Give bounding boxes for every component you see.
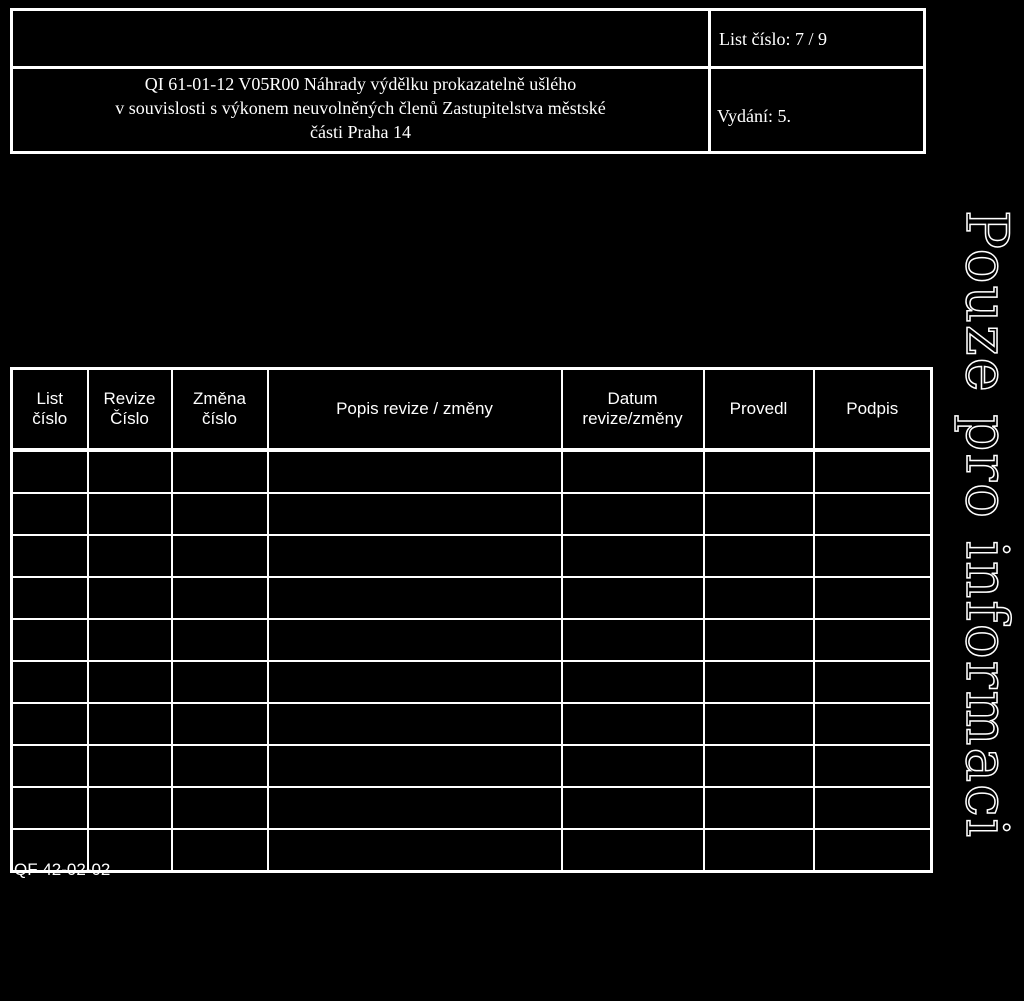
table-cell — [172, 535, 268, 577]
header-text: Popis revize / změny — [336, 399, 493, 418]
revision-table-body — [12, 450, 932, 872]
header-text: List — [36, 389, 63, 408]
table-cell — [814, 619, 932, 661]
header-text: číslo — [32, 409, 68, 428]
table-cell — [704, 661, 814, 703]
table-cell — [172, 619, 268, 661]
table-cell — [562, 450, 704, 493]
table-cell — [704, 535, 814, 577]
title-line-1: QI 61-01-12 V05R00 Náhrady výdělku prokazatelně ušlého — [144, 74, 577, 94]
table-cell — [704, 450, 814, 493]
table-cell — [268, 493, 562, 535]
table-cell — [562, 829, 704, 872]
table-row — [12, 745, 932, 787]
table-cell — [88, 493, 172, 535]
header-text: Změna — [193, 389, 246, 408]
table-cell — [704, 619, 814, 661]
table-cell — [88, 619, 172, 661]
table-cell — [12, 535, 88, 577]
table-cell — [814, 493, 932, 535]
header-text: Provedl — [729, 399, 788, 418]
document-header — [10, 8, 926, 154]
table-cell — [268, 577, 562, 619]
table-row — [12, 829, 932, 872]
table-cell — [172, 745, 268, 787]
table-cell — [704, 493, 814, 535]
revision-table — [10, 367, 933, 873]
table-cell — [562, 787, 704, 829]
table-row — [12, 661, 932, 703]
table-cell — [88, 703, 172, 745]
table-cell — [562, 493, 704, 535]
revision-table-header — [12, 369, 932, 451]
table-cell — [12, 661, 88, 703]
table-cell — [268, 703, 562, 745]
table-cell — [562, 745, 704, 787]
table-cell — [562, 535, 704, 577]
header-text: Revize — [103, 389, 156, 408]
table-cell — [88, 535, 172, 577]
table-row — [12, 619, 932, 661]
table-cell — [268, 661, 562, 703]
table-cell — [814, 703, 932, 745]
header-text: revize/změny — [582, 409, 683, 428]
table-cell — [12, 619, 88, 661]
table-cell — [172, 829, 268, 872]
table-cell — [814, 577, 932, 619]
header-blank-cell — [13, 11, 711, 69]
title-line-3: části Praha 14 — [310, 122, 411, 142]
table-cell — [172, 450, 268, 493]
table-cell — [814, 450, 932, 493]
table-cell — [814, 661, 932, 703]
col-popis — [268, 369, 562, 451]
header-text: Číslo — [110, 409, 149, 428]
table-cell — [814, 829, 932, 872]
table-cell — [562, 661, 704, 703]
table-cell — [12, 745, 88, 787]
table-cell — [704, 829, 814, 872]
col-revize-cislo — [88, 369, 172, 451]
table-cell — [88, 787, 172, 829]
table-cell — [562, 619, 704, 661]
table-cell — [268, 450, 562, 493]
table-cell — [704, 577, 814, 619]
table-row — [12, 493, 932, 535]
table-cell — [268, 745, 562, 787]
table-cell — [12, 493, 88, 535]
table-row — [12, 535, 932, 577]
watermark-text: Pouze pro informaci — [953, 210, 1021, 840]
issue-number: Vydání: 5. — [717, 106, 791, 126]
table-cell — [268, 787, 562, 829]
table-row — [12, 577, 932, 619]
table-cell — [704, 787, 814, 829]
table-cell — [814, 535, 932, 577]
table-cell — [172, 577, 268, 619]
table-cell — [88, 577, 172, 619]
table-cell — [172, 787, 268, 829]
table-cell — [12, 450, 88, 493]
col-provedl — [704, 369, 814, 451]
col-zmena-cislo — [172, 369, 268, 451]
table-cell — [12, 703, 88, 745]
table-cell — [12, 787, 88, 829]
document-title — [13, 69, 711, 151]
table-cell — [562, 577, 704, 619]
table-cell — [172, 493, 268, 535]
table-cell — [268, 619, 562, 661]
col-datum — [562, 369, 704, 451]
table-cell — [12, 577, 88, 619]
table-row — [12, 450, 932, 493]
header-text: Datum — [607, 389, 658, 408]
table-cell — [88, 661, 172, 703]
table-cell — [814, 745, 932, 787]
col-list-cislo — [12, 369, 88, 451]
table-cell — [88, 450, 172, 493]
table-cell — [172, 703, 268, 745]
table-cell — [704, 745, 814, 787]
table-cell — [704, 703, 814, 745]
table-cell — [814, 787, 932, 829]
header-text: číslo — [202, 409, 237, 428]
table-cell — [172, 661, 268, 703]
table-row — [12, 703, 932, 745]
header-text: Podpis — [846, 399, 899, 418]
table-cell — [268, 829, 562, 872]
table-row — [12, 787, 932, 829]
title-line-2: v souvislosti s výkonem neuvolněných členů Zastupitelstva městské — [115, 98, 606, 118]
sheet-number: List číslo: 7 / 9 — [711, 11, 923, 69]
table-cell — [88, 745, 172, 787]
col-podpis — [814, 369, 932, 451]
table-cell — [562, 703, 704, 745]
table-cell — [268, 535, 562, 577]
form-code: QF 42-02-02 — [14, 860, 111, 879]
